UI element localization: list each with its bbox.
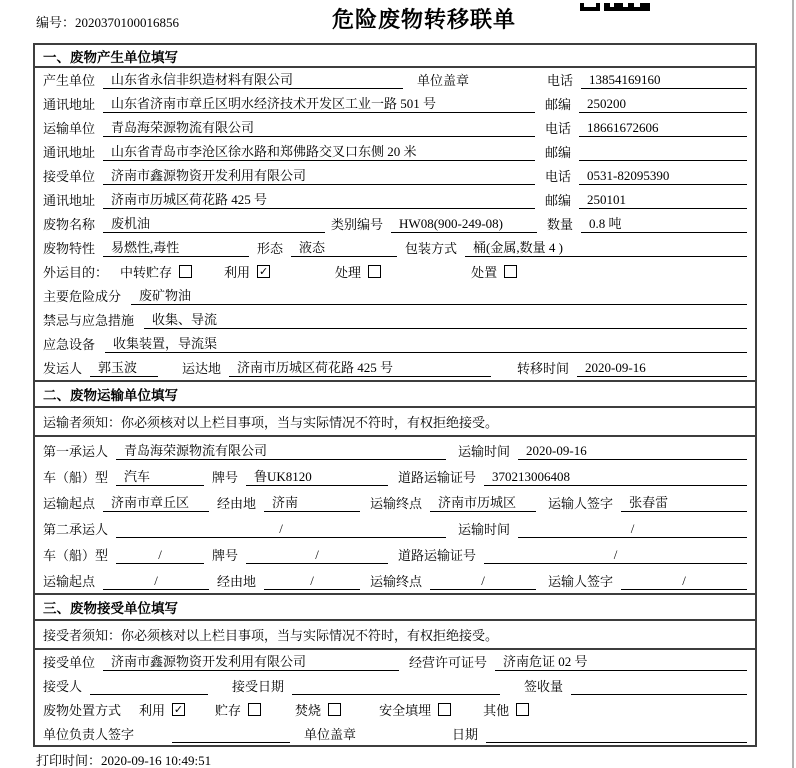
carrier1-vehicle-row xyxy=(35,463,755,489)
receiver-phone-value: 0531-82095390 xyxy=(579,168,747,185)
receiver-zip-value: 250101 xyxy=(579,192,747,209)
checkbox-label: 利用 xyxy=(224,265,251,280)
accept-unit-label: 接受单位 xyxy=(43,655,96,670)
carrier2-label: 第二承运人 xyxy=(43,522,109,537)
producer-zip-value: 250200 xyxy=(579,96,747,113)
shipper-label: 发运人 xyxy=(43,361,83,376)
print-time-label: 打印时间： xyxy=(36,753,102,768)
carrier1-origin-value: 济南市章丘区 xyxy=(103,492,209,512)
carrier1-vehicle-value: 汽车 xyxy=(116,466,204,486)
date-label: 日期 xyxy=(452,727,479,742)
producer-row xyxy=(35,68,755,92)
hazard-value: 废矿物油 xyxy=(131,285,747,305)
shipper-row xyxy=(35,356,755,380)
packing-label: 包装方式 xyxy=(405,241,458,256)
receiver-row xyxy=(35,164,755,188)
receiver-address-value: 济南市历城区荷花路 425 号 xyxy=(103,189,535,209)
taboo-row xyxy=(35,308,755,332)
vehicle-type-label: 车（船）型 xyxy=(43,470,109,485)
packing-value: 桶(金属,数量 4 ) xyxy=(465,237,747,257)
producer-zip-label: 邮编 xyxy=(545,97,572,112)
purpose-option-treat xyxy=(335,262,381,281)
transporter-address-value: 山东省青岛市李沧区徐水路和郑佛路交叉口东侧 20 米 xyxy=(103,141,535,161)
producer-phone-value: 13854169160 xyxy=(581,72,747,89)
checkbox-icon xyxy=(179,265,192,278)
accept-date-label: 接受日期 xyxy=(232,679,285,694)
checkbox-label: 中转贮存 xyxy=(120,265,173,280)
producer-phone-label: 电话 xyxy=(547,73,574,88)
checkbox-icon xyxy=(516,703,529,716)
carrier1-time-value: 2020-09-16 xyxy=(518,443,747,460)
via-label: 经由地 xyxy=(217,574,257,589)
disposal-option-incinerate xyxy=(295,700,341,719)
accept-date-value xyxy=(292,678,500,695)
section2-header: 二、废物运输单位填写 xyxy=(35,380,755,408)
carrier2-route-row xyxy=(35,567,755,593)
transporter-row xyxy=(35,116,755,140)
equipment-value: 收集装置，导流渠 xyxy=(105,333,747,353)
manifest-form xyxy=(33,43,757,747)
carrier2-via-value: / xyxy=(264,573,360,590)
quantity-value: 0.8 吨 xyxy=(581,213,747,233)
date-value xyxy=(486,726,747,743)
taboo-label: 禁忌与应急措施 xyxy=(43,313,135,328)
print-time-value: 2020-09-16 10:49:51 xyxy=(101,753,212,768)
transporter-zip-value xyxy=(579,144,747,161)
disposal-label: 废物处置方式 xyxy=(43,703,122,718)
document-number-label: 编号： xyxy=(36,15,76,30)
road-license-label: 道路运输证号 xyxy=(398,548,477,563)
disposal-option-utilize xyxy=(139,700,185,719)
form-label: 形态 xyxy=(257,241,284,256)
carrier1-license-value: 370213006408 xyxy=(484,469,747,486)
checkbox-label: 处理 xyxy=(335,265,362,280)
acceptor-value xyxy=(90,678,208,695)
carrier2-value: / xyxy=(116,521,446,538)
waste-character-value: 易燃性,毒性 xyxy=(103,237,249,257)
producer-address-label: 通讯地址 xyxy=(43,97,96,112)
page-edge-divider xyxy=(792,0,794,768)
transporter-address-label: 通讯地址 xyxy=(43,145,96,160)
signed-qty-value xyxy=(571,678,747,695)
carrier1-label: 第一承运人 xyxy=(43,444,109,459)
disposal-option-storage xyxy=(215,700,261,719)
transporter-zip-label: 邮编 xyxy=(545,145,572,160)
transporter-phone-label: 电话 xyxy=(545,121,572,136)
carrier-sign-label: 运输人签字 xyxy=(548,574,614,589)
checkbox-icon: ✓ xyxy=(258,265,269,278)
qr-code-icon xyxy=(578,0,650,16)
waste-character-label: 废物特性 xyxy=(43,241,96,256)
waste-name-row xyxy=(35,212,755,236)
disposal-option-other xyxy=(483,700,529,719)
unit-seal-label: 单位盖章 xyxy=(304,727,357,742)
waste-character-row xyxy=(35,236,755,260)
receiver-notice: 接受者须知：你必须核对以上栏目事项，当与实际情况不符时，有权拒绝接受。 xyxy=(35,621,755,650)
checkbox-label: 其他 xyxy=(483,703,510,718)
form-value: 液态 xyxy=(291,237,397,257)
checkbox-icon: ✓ xyxy=(173,703,184,716)
plate-label: 牌号 xyxy=(212,470,239,485)
carrier1-time-label: 运输时间 xyxy=(458,444,511,459)
quantity-label: 数量 xyxy=(547,217,574,232)
receiver-phone-label: 电话 xyxy=(545,169,572,184)
waste-name-label: 废物名称 xyxy=(43,217,96,232)
accept-unit-row xyxy=(35,650,755,674)
carrier2-plate-value: / xyxy=(246,547,388,564)
receiver-address-label: 通讯地址 xyxy=(43,193,96,208)
plate-label: 牌号 xyxy=(212,548,239,563)
carrier2-time-label: 运输时间 xyxy=(458,522,511,537)
end-label: 运输终点 xyxy=(370,574,423,589)
producer-value: 山东省永信非织造材料有限公司 xyxy=(103,69,403,89)
disposal-row xyxy=(35,698,755,722)
document-number xyxy=(36,12,179,31)
carrier1-row xyxy=(35,437,755,463)
transporter-phone-value: 18661672606 xyxy=(579,120,747,137)
destination-label: 运达地 xyxy=(182,361,222,376)
permit-label: 经营许可证号 xyxy=(409,655,488,670)
acceptor-row xyxy=(35,674,755,698)
checkbox-icon xyxy=(368,265,381,278)
transfer-time-label: 转移时间 xyxy=(517,361,570,376)
producer-address-value: 山东省济南市章丘区明水经济技术开发区工业一路 501 号 xyxy=(103,93,535,113)
carrier2-end-value: / xyxy=(430,573,536,590)
carrier1-via-value: 济南 xyxy=(264,492,360,512)
purpose-option-transfer-storage xyxy=(120,262,192,281)
carrier1-end-value: 济南市历城区 xyxy=(430,492,536,512)
carrier1-route-row xyxy=(35,489,755,515)
carrier-sign-label: 运输人签字 xyxy=(548,496,614,511)
page-title: 危险废物转移联单 xyxy=(332,7,517,32)
disposal-option-landfill xyxy=(379,700,451,719)
transporter-label: 运输单位 xyxy=(43,121,96,136)
section3-header: 三、废物接受单位填写 xyxy=(35,593,755,621)
checkbox-label: 贮存 xyxy=(215,703,242,718)
end-label: 运输终点 xyxy=(370,496,423,511)
transporter-value: 青岛海荣源物流有限公司 xyxy=(103,117,535,137)
checkbox-icon xyxy=(328,703,341,716)
carrier1-value: 青岛海荣源物流有限公司 xyxy=(116,440,446,460)
carrier1-sign-value: 张春雷 xyxy=(621,492,747,512)
checkbox-label: 焚烧 xyxy=(295,703,322,718)
transfer-time-value: 2020-09-16 xyxy=(577,360,747,377)
receiver-value: 济南市鑫源物资开发利用有限公司 xyxy=(103,165,535,185)
via-label: 经由地 xyxy=(217,496,257,511)
document-number-value: 2020370100016856 xyxy=(75,15,180,30)
checkbox-label: 利用 xyxy=(139,703,166,718)
carrier2-origin-value: / xyxy=(103,573,209,590)
producer-address-row xyxy=(35,92,755,116)
origin-label: 运输起点 xyxy=(43,574,96,589)
purpose-option-dispose xyxy=(471,262,517,281)
road-license-label: 道路运输证号 xyxy=(398,470,477,485)
carrier2-vehicle-row xyxy=(35,541,755,567)
purpose-row xyxy=(35,260,755,284)
transporter-address-row xyxy=(35,140,755,164)
head-signature-label: 单位负责人签字 xyxy=(43,727,135,742)
checkbox-icon xyxy=(504,265,517,278)
shipper-value: 郭玉波 xyxy=(90,357,158,377)
receiver-zip-label: 邮编 xyxy=(545,193,572,208)
carrier1-plate-value: 鲁UK8120 xyxy=(246,466,388,486)
hazard-label: 主要危险成分 xyxy=(43,289,122,304)
unit-seal-label: 单位盖章 xyxy=(417,73,470,88)
print-time xyxy=(36,750,211,768)
purpose-label: 外运目的： xyxy=(43,265,109,280)
carrier2-time-value: / xyxy=(518,521,747,538)
category-value: HW08(900-249-08) xyxy=(391,216,537,233)
carrier2-license-value: / xyxy=(484,547,747,564)
checkbox-icon xyxy=(248,703,261,716)
carrier2-vehicle-value: / xyxy=(116,547,204,564)
purpose-option-utilize xyxy=(224,262,270,281)
signed-qty-label: 签收量 xyxy=(524,679,564,694)
transporter-notice: 运输者须知：你必须核对以上栏目事项，当与实际情况不符时，有权拒绝接受。 xyxy=(35,408,755,437)
hazard-row xyxy=(35,284,755,308)
waste-name-value: 废机油 xyxy=(103,213,325,233)
head-signature-row xyxy=(35,722,755,746)
carrier2-row xyxy=(35,515,755,541)
equipment-label: 应急设备 xyxy=(43,337,96,352)
producer-label: 产生单位 xyxy=(43,73,96,88)
category-label: 类别编号 xyxy=(331,217,384,232)
receiver-address-row xyxy=(35,188,755,212)
destination-value: 济南市历城区荷花路 425 号 xyxy=(229,357,491,377)
accept-unit-value: 济南市鑫源物资开发利用有限公司 xyxy=(103,651,399,671)
head-signature-value xyxy=(172,726,290,743)
equipment-row xyxy=(35,332,755,356)
carrier2-sign-value: / xyxy=(621,573,747,590)
checkbox-label: 处置 xyxy=(471,265,498,280)
origin-label: 运输起点 xyxy=(43,496,96,511)
section1-header: 一、废物产生单位填写 xyxy=(35,45,755,68)
receiver-label: 接受单位 xyxy=(43,169,96,184)
permit-value: 济南危证 02 号 xyxy=(495,651,747,671)
acceptor-label: 接受人 xyxy=(43,679,83,694)
checkbox-icon xyxy=(438,703,451,716)
vehicle-type-label: 车（船）型 xyxy=(43,548,109,563)
taboo-value: 收集、导流 xyxy=(144,309,747,329)
checkbox-label: 安全填埋 xyxy=(379,703,432,718)
